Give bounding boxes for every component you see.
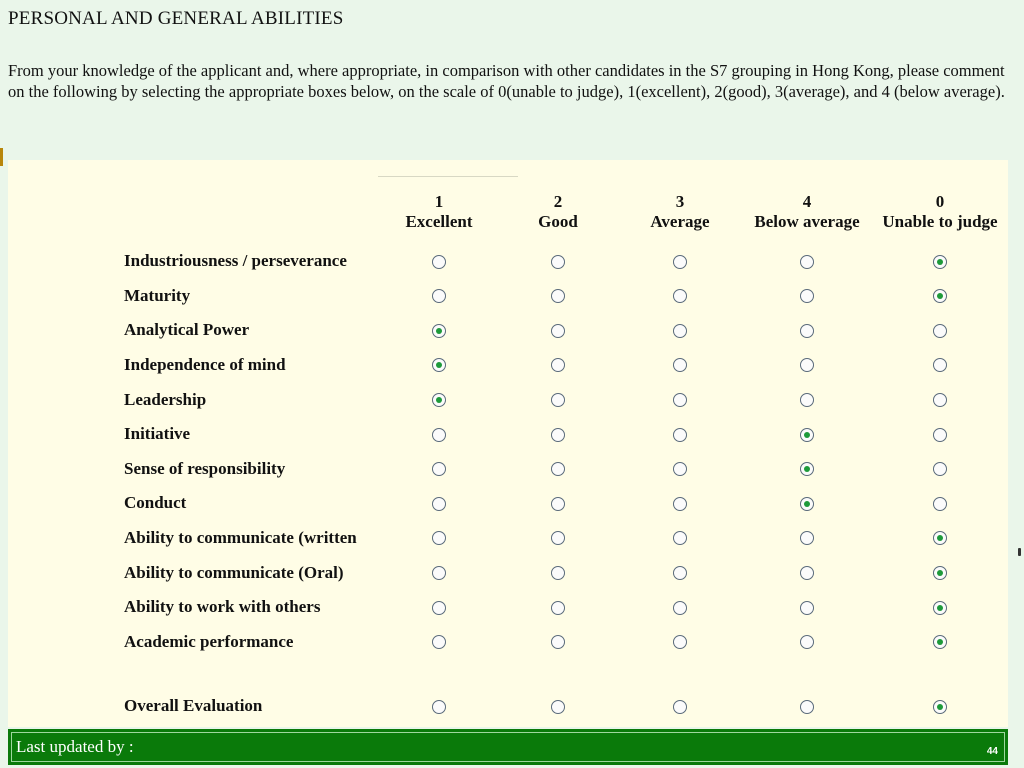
rating-radio-2[interactable] [551,497,565,511]
rating-cell [382,689,496,724]
footer-frame [11,732,1005,762]
ability-label: Industriousness / perseverance [124,251,347,271]
rating-radio-3[interactable] [673,497,687,511]
rating-cell [874,590,1006,625]
rating-radio-1[interactable] [432,393,446,407]
rating-radio-0[interactable] [933,324,947,338]
rating-radio-4[interactable] [800,289,814,303]
ability-label: Leadership [124,389,207,409]
rating-radio-1[interactable] [432,531,446,545]
ability-row [124,555,1006,590]
rating-radio-2[interactable] [551,255,565,269]
rating-cell [382,279,496,314]
rating-radio-1[interactable] [432,601,446,615]
scale-column-label: Average [650,212,710,231]
right-edge-marker [1018,548,1021,556]
rating-cell [620,244,740,279]
ability-row [124,244,1006,279]
ability-label: Conduct [124,493,187,513]
ability-row [124,313,1006,348]
rating-cell [382,417,496,452]
ability-label: Overall Evaluation [124,696,263,716]
rating-cell [740,313,874,348]
rating-cell [382,521,496,556]
rating-cell [620,555,740,590]
rating-cell [382,244,496,279]
rating-radio-2[interactable] [551,324,565,338]
scale-column-number: 1 [434,192,444,211]
rating-cell [620,348,740,383]
rating-cell [496,313,620,348]
rating-cell [382,486,496,521]
rating-radio-3[interactable] [673,255,687,269]
rating-radio-4[interactable] [800,601,814,615]
rating-cell [740,382,874,417]
rating-cell [740,279,874,314]
row-spacer-cell [124,659,1006,689]
rating-cell [874,625,1006,660]
rating-cell [496,521,620,556]
rating-radio-3[interactable] [673,601,687,615]
scale-column-header [620,192,740,244]
rating-cell [620,590,740,625]
rating-radio-3[interactable] [673,289,687,303]
rating-cell [382,452,496,487]
scale-column-header [874,192,1006,244]
rating-cell [874,689,1006,724]
rating-radio-1[interactable] [432,462,446,476]
rating-radio-1[interactable] [432,289,446,303]
ability-row [124,348,1006,383]
scale-column-number: 2 [553,192,563,211]
rating-cell [620,417,740,452]
ability-label: Sense of responsibility [124,458,286,478]
abilities-rating-table [124,192,1006,724]
rating-cell [496,555,620,590]
ability-label: Analytical Power [124,320,250,340]
left-edge-marker [0,148,3,166]
rating-cell [740,521,874,556]
scale-column-number: 3 [675,192,685,211]
rating-radio-0[interactable] [933,635,947,649]
instructions-text: From your knowledge of the applicant and, where appropriate, in comparison with other candidates in the S7 grouping in Hong Kong, please comment on the following by selecting the appropriate boxes below, on the scale of 0(unable to judge), 1(excellent), 2(good), 3(average), and 4 (below average). [8,61,1005,101]
rating-cell [382,382,496,417]
rating-radio-1[interactable] [432,700,446,714]
rating-cell [874,244,1006,279]
rating-cell [740,417,874,452]
rating-cell [740,689,874,724]
rating-radio-0[interactable] [933,462,947,476]
last-updated-label: Last updated by : [16,737,134,756]
row-spacer [124,659,1006,689]
rating-radio-4[interactable] [800,700,814,714]
rating-cell [740,590,874,625]
rating-cell [496,417,620,452]
rating-radio-0[interactable] [933,255,947,269]
rating-radio-3[interactable] [673,566,687,580]
scale-column-label: Good [538,212,578,231]
rating-cell [620,486,740,521]
rating-radio-4[interactable] [800,566,814,580]
rating-radio-1[interactable] [432,428,446,442]
ability-row [124,486,1006,521]
slide-number: 44 [986,746,998,757]
rating-radio-0[interactable] [933,428,947,442]
rating-cell [740,625,874,660]
scale-column-label: Excellent [405,212,473,231]
ability-row [124,590,1006,625]
rating-cell [874,521,1006,556]
rating-cell [496,452,620,487]
ability-label: Independence of mind [124,355,286,375]
rating-radio-3[interactable] [673,324,687,338]
rating-radio-1[interactable] [432,255,446,269]
rating-cell [496,486,620,521]
rating-radio-2[interactable] [551,358,565,372]
scale-column-header [382,192,496,244]
rating-cell [496,348,620,383]
scale-column-number: 4 [802,192,812,211]
rating-cell [740,244,874,279]
rating-radio-2[interactable] [551,635,565,649]
rating-cell [496,590,620,625]
rating-radio-2[interactable] [551,462,565,476]
rating-radio-2[interactable] [551,531,565,545]
rating-radio-0[interactable] [933,289,947,303]
ability-label: Maturity [124,285,191,305]
ability-row [124,417,1006,452]
ability-label: Initiative [124,424,191,444]
rating-radio-4[interactable] [800,393,814,407]
ability-label: Ability to work with others [124,597,321,617]
rating-radio-1[interactable] [432,497,446,511]
rating-radio-2[interactable] [551,428,565,442]
rating-cell [620,279,740,314]
rating-radio-4[interactable] [800,497,814,511]
rating-radio-0[interactable] [933,393,947,407]
rating-cell [382,348,496,383]
rating-radio-0[interactable] [933,358,947,372]
rating-radio-4[interactable] [800,428,814,442]
rating-radio-4[interactable] [800,531,814,545]
ability-row [124,382,1006,417]
overall-evaluation-row [124,689,1006,724]
rating-radio-2[interactable] [551,700,565,714]
rating-cell [496,279,620,314]
rating-cell [382,555,496,590]
scale-column-label: Below average [754,212,860,231]
rating-cell [496,382,620,417]
rating-cell [874,417,1006,452]
rating-cell [874,279,1006,314]
rating-radio-3[interactable] [673,428,687,442]
rating-cell [620,689,740,724]
ability-label: Academic performance [124,631,294,651]
rating-cell [874,555,1006,590]
scale-header-row [124,192,1006,244]
rating-radio-1[interactable] [432,324,446,338]
rating-cell [496,689,620,724]
rating-radio-2[interactable] [551,393,565,407]
ability-row [124,452,1006,487]
rating-radio-0[interactable] [933,566,947,580]
rating-radio-3[interactable] [673,462,687,476]
rating-cell [874,382,1006,417]
scale-column-number: 0 [935,192,945,211]
rating-cell [740,486,874,521]
rating-radio-0[interactable] [933,531,947,545]
rating-cell [620,313,740,348]
rating-radio-0[interactable] [933,497,947,511]
rating-radio-2[interactable] [551,289,565,303]
rating-radio-0[interactable] [933,601,947,615]
rating-cell [874,486,1006,521]
rating-radio-2[interactable] [551,566,565,580]
rating-radio-3[interactable] [673,635,687,649]
rating-radio-4[interactable] [800,462,814,476]
ability-row [124,625,1006,660]
header-divider [378,176,518,177]
rating-cell [874,348,1006,383]
scale-column-header [496,192,620,244]
rating-radio-4[interactable] [800,255,814,269]
rating-radio-1[interactable] [432,635,446,649]
rating-cell [496,625,620,660]
scale-column-header [740,192,874,244]
rating-cell [740,348,874,383]
rating-radio-2[interactable] [551,601,565,615]
rating-radio-4[interactable] [800,358,814,372]
rating-radio-1[interactable] [432,566,446,580]
rating-cell [620,382,740,417]
header-blank [124,192,382,244]
rating-cell [620,452,740,487]
ability-row [124,521,1006,556]
footer-bar [8,729,1008,765]
rating-radio-4[interactable] [800,324,814,338]
rating-radio-1[interactable] [432,358,446,372]
rating-radio-3[interactable] [673,531,687,545]
ability-row [124,279,1006,314]
rating-cell [382,313,496,348]
rating-cell [874,452,1006,487]
rating-cell [620,625,740,660]
rating-cell [740,452,874,487]
rating-radio-3[interactable] [673,358,687,372]
rating-cell [740,555,874,590]
rating-cell [382,590,496,625]
rating-radio-0[interactable] [933,700,947,714]
rating-radio-4[interactable] [800,635,814,649]
scale-column-label: Unable to judge [882,212,998,231]
ability-label: Ability to communicate (written [124,528,357,548]
rating-radio-3[interactable] [673,393,687,407]
rating-cell [620,521,740,556]
page-title: PERSONAL AND GENERAL ABILITIES [8,8,344,29]
rating-cell [382,625,496,660]
ability-label: Ability to communicate (Oral) [124,562,344,582]
rating-radio-3[interactable] [673,700,687,714]
rating-cell [496,244,620,279]
rating-cell [874,313,1006,348]
